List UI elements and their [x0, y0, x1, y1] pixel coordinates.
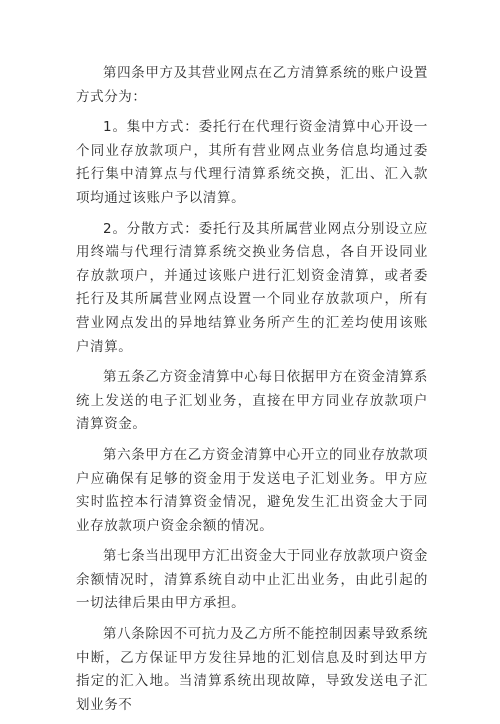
paragraph-centralized-mode: 1。集中方式：委托行在代理行资金清算中心开设一个同业存放款项户，其所有营业网点业务信息均通过委托行集中清算点与代理行清算系统交换，汇出、汇入款项均通过该账户予以清算。: [76, 119, 428, 206]
paragraph-distributed-mode: 2。分散方式：委托行及其所属营业网点分别设立应用终端与代理行清算系统交换业务信息，各自开设同业存放款项户，并通过该账户进行汇划资金清算，或者委托行及其所属营业网点设置一个同业存放款项户，所有营业网点发出的异地结算业务所产生的汇差均使用该账户清算。: [76, 220, 428, 355]
paragraph-article-4: 第四条甲方及其营业网点在乙方清算系统的账户设置方式分为：: [76, 65, 428, 105]
paragraph-article-7: 第七条当出现甲方汇出资金大于同业存放款项户资金余额情况时，清算系统自动中止汇出业务，由此引起的一切法律后果由甲方承担。: [76, 548, 428, 612]
paragraph-article-6: 第六条甲方在乙方资金清算中心开立的同业存放款项户应确保有足够的资金用于发送电子汇划业务。甲方应实时监控本行清算资金情况，避免发生汇出资金大于同业存放款项户资金余额的情况。: [76, 446, 428, 534]
document-body: [76, 62, 428, 724]
paragraph-article-5: 第五条乙方资金清算中心每日依据甲方在资金清算系统上发送的电子汇划业务，直接在甲方同业存放款项户清算资金。: [76, 369, 428, 433]
paragraph-article-8: 第八条除因不可抗力及乙方所不能控制因素导致系统中断，乙方保证甲方发往异地的汇划信息及时到达甲方指定的汇入地。当清算系统出现故障，导致发送电子汇划业务不: [76, 626, 428, 713]
